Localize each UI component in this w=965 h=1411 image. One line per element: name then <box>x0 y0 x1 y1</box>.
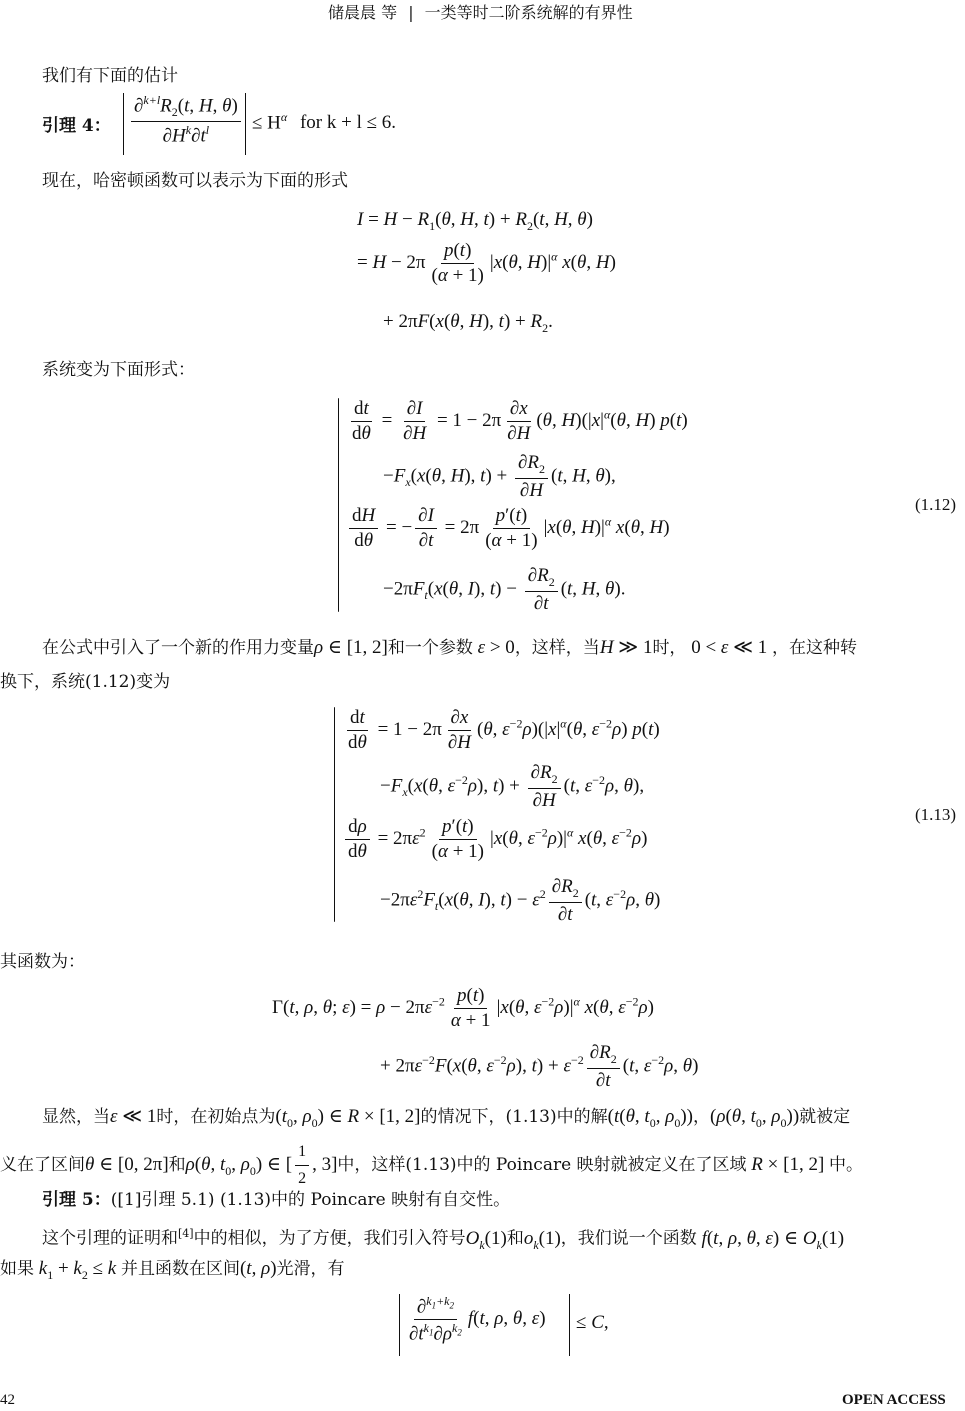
header-separator: | <box>408 3 414 22</box>
equation-I-line2: = H − 2π $\frac{p(t)}{(\alpha + 1)}$ |x(θ, $H)|^\alpha$ x(θ, H) <box>357 240 616 286</box>
brace-1-13 <box>334 707 335 922</box>
paragraph-obvious-line2: 义在了区间θ ∈ [0, 2π]和ρ(θ, $t_0$, $\rho_0$) ∈ [ $\frac{1}{2}$ , 3]中，这样(1.13)中的 Poincare 映射就被定义在了区域 R × [1, 2] 中。 <box>0 1140 863 1191</box>
paragraph-proof-line2: 如果 $k_1 + k_2 \le k$ 并且函数在区间(t, ρ)光滑，有 <box>0 1258 345 1282</box>
header-title: 一类等时二阶系统解的有界性 <box>424 3 633 22</box>
paragraph-hamiltonian: 现在，哈密顿函数可以表示为下面的形式 <box>42 171 348 191</box>
equation-gamma-line1: Γ(t, ρ, θ; $\varepsilon) = \rho - 2\pi\varepsilon^{-2}$ $\frac{p(t)}{\alpha + 1}$ |x(θ, $\varepsilon^{-2}\rho)|^\alpha$ x(θ, $\varepsilon^{-2}\rho$) <box>272 985 654 1031</box>
equation-final-estimate: $\frac{\partial^{k_1+k_2}}{\partial t^{k_1}\partial\rho^{k_2}}$ f(t, ρ, θ, ε) <box>409 1294 546 1345</box>
lemma4-label: 引理 4： <box>42 116 111 136</box>
equation-number-1-12: (1.12) <box>915 495 957 514</box>
running-header <box>328 0 633 23</box>
equation-1-13-line3: $\frac{d\rho}{d\theta}$ = $2\pi\varepsilon^2$ $\frac{p'(t)}{(\alpha + 1)}$ |x(θ, $\varepsilon^{-2}\rho)|^\alpha$ x(θ, $\varepsilon^{-2}\rho$) <box>342 816 647 863</box>
equation-1-12-line1: $\frac{dt}{d\theta}$ = $\frac{\partial I}{\partial H}$ = 1 − 2π $\frac{\partial x}{\partial H}$ (θ, $H)(|x|^\alpha(\theta$, H) p(t) <box>352 398 688 444</box>
equation-I-line1: $I = H - R_1(\theta$, H, $t) + R_2(t$, H, θ) <box>357 209 593 233</box>
abs-bar-right <box>245 93 246 155</box>
abs-bar-final-right <box>569 1294 570 1356</box>
open-access-label: OPEN ACCESS <box>842 1392 946 1408</box>
equation-1-12-line4: $-2\pi F_t(x(\theta$, I), t) − $\frac{\partial R_2}{\partial t}$ (t, H, θ). <box>383 565 626 614</box>
lemma5 <box>42 1188 510 1212</box>
paragraph-obvious-line1: 显然，当ε ≪ 1时，在初始点为($t_0$, $\rho_0$) ∈ R × [1, 2]的情况下，(1.13)中的解(t(θ, $t_0$, $\rho_0$))，(ρ(θ, $t_0$, $\rho_0$))就被定 <box>42 1106 851 1130</box>
paragraph-new-variable-line2: 换下，系统(1.12)变为 <box>0 672 171 692</box>
paragraph-function: 其函数为： <box>0 952 85 972</box>
equation-1-13-line2: $-F_x(x(\theta$, $\varepsilon^{-2}\rho$), t) + $\frac{\partial R_2}{\partial H}$ (t, $\varepsilon^{-2}\rho$, θ), <box>380 762 645 811</box>
paragraph-proof-line1: 这个引理的证明和[4]中的相似，为了方便，我们引入符号$O_k(1)$和$o_k(1)$，我们说一个函数 f(t, ρ, θ, ε) ∈ $O_k(1)$ <box>42 1227 845 1252</box>
equation-1-13-line1: $\frac{dt}{d\theta}$ = 1 − 2π $\frac{\partial x}{\partial H}$ (θ, $\varepsilon^{-2}\rho)(|x|^\alpha(\theta$, $\varepsilon^{-2}\rho$) p(t) <box>348 707 660 753</box>
equation-1-13-line4: $-2\pi\varepsilon^2F_t(x(\theta$, I), $t) - \varepsilon^2$ $\frac{\partial R_2}{\partial t}$ (t, $\varepsilon^{-2}\rho$, θ) <box>380 876 661 925</box>
lemma5-text: ([1]引理 5.1) (1.13)中的 Poincare 映射有自交性。 <box>110 1190 511 1210</box>
brace-1-12 <box>338 398 339 612</box>
equation-I-line3: + 2πF(x(θ, H), $t) + R_2$. <box>383 311 553 335</box>
equation-final-bound: ≤ C, <box>576 1312 609 1333</box>
paragraph-estimate: 我们有下面的估计 <box>42 66 178 86</box>
lemma4-condition: for k + l ≤ 6. <box>299 112 397 134</box>
abs-bar-final-left <box>399 1294 400 1356</box>
equation-number-1-13: (1.13) <box>915 805 957 824</box>
paragraph-system: 系统变为下面形式： <box>42 360 195 380</box>
abs-bar-left <box>123 93 124 155</box>
reference-4[interactable]: [4] <box>178 1227 194 1240</box>
lemma4-derivative: $\frac{\partial^{k+l}R_2(t, H, \theta)}{\partial H^k\partial t^l}$ <box>128 93 244 147</box>
page-number: 42 <box>0 1392 15 1408</box>
lemma4-bound: ≤ $H^\alpha$ for k + l ≤ 6. <box>252 110 397 134</box>
equation-1-12-line2: $-F_x(x(\theta$, H), t) + $\frac{\partial R_2}{\partial H}$ (t, H, θ), <box>383 452 616 501</box>
header-authors: 储晨晨 等 <box>328 3 398 22</box>
lemma5-label: 引理 5： <box>42 1190 111 1210</box>
equation-gamma-line2: + $2\pi\varepsilon^{-2}F(x(\theta$, $\varepsilon^{-2}\rho$), $t) + \varepsilon^{-2}$ $\frac{\partial R_2}{\partial t}$ (t, $\varepsilon^{-2}\rho$, θ) <box>380 1042 699 1091</box>
equation-1-12-line3: $\frac{dH}{d\theta}$ = − $\frac{\partial I}{\partial t}$ = 2π $\frac{p'(t)}{(\alpha + 1)}$ |x(θ, $H)|^\alpha$ x(θ, H) <box>346 505 670 552</box>
paragraph-new-variable: 在公式中引入了一个新的作用力变量ρ ∈ [1, 2]和一个参数 ε > 0，这样，当H ≫ 1时， 0 < ε ≪ 1 ，在这种转 <box>42 637 858 658</box>
